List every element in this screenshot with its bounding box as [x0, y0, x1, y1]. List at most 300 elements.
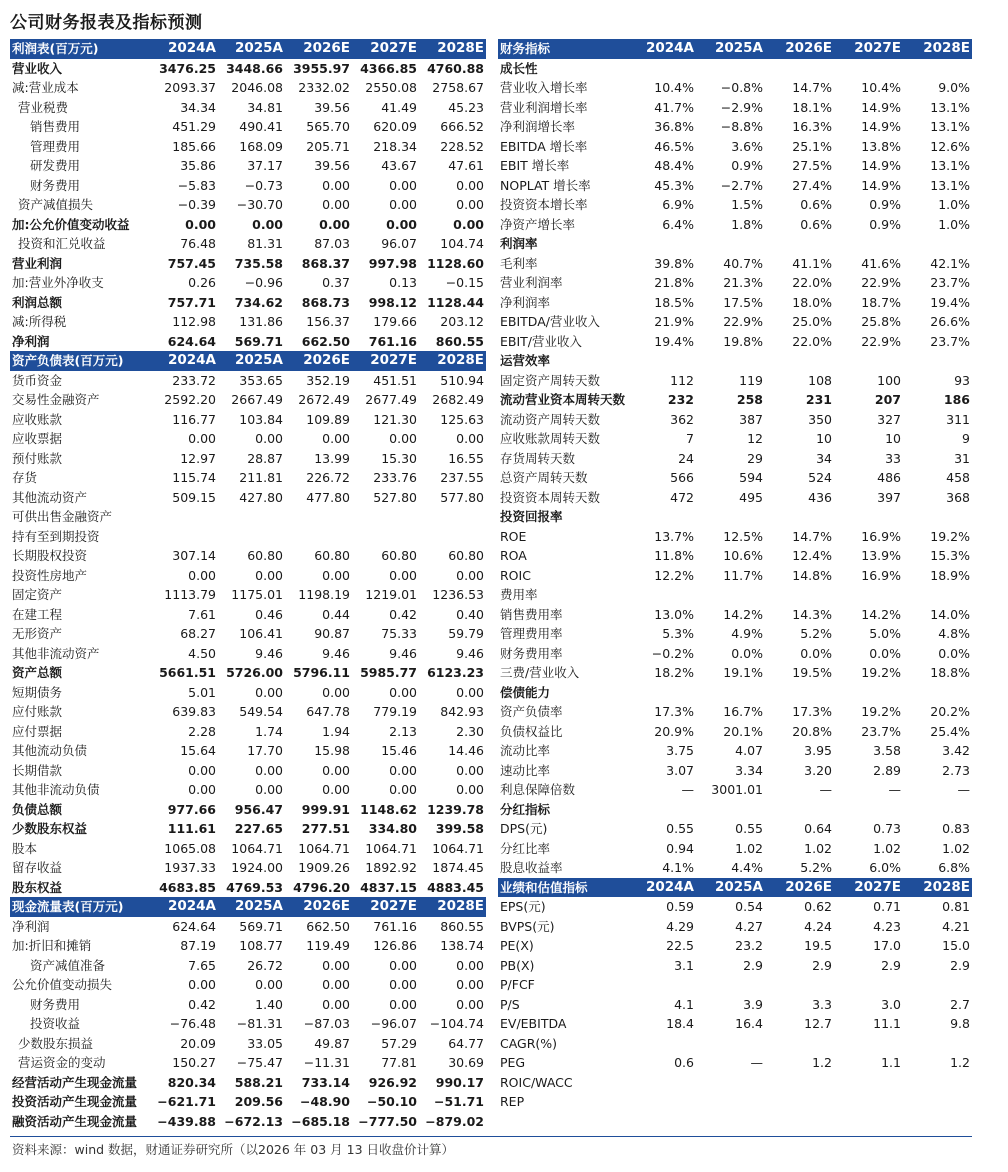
table-row: [10, 156, 486, 176]
value-cell: 14.46: [448, 743, 484, 758]
value-cell: 81.31: [247, 236, 283, 251]
value-cell: 15.3%: [930, 548, 970, 563]
value-cell: 4.27: [735, 918, 763, 934]
value-cell: 12.7: [804, 1016, 832, 1031]
value-cell: 9.8: [950, 1016, 970, 1031]
value-cell: 0.00: [389, 197, 417, 212]
row-label: 货币资金: [12, 372, 63, 388]
value-cell: 9.46: [255, 645, 283, 661]
value-cell: 7: [686, 431, 694, 446]
row-label: 净利润增长率: [500, 119, 576, 134]
value-cell: 46.5%: [654, 138, 694, 154]
value-cell: 624.64: [172, 918, 216, 934]
value-cell: 594: [739, 470, 763, 485]
value-cell: [765, 59, 834, 79]
value-cell: 2.9: [950, 957, 970, 973]
right-table: [498, 39, 972, 1112]
value-cell: 2026E: [285, 351, 352, 371]
row-label: 财务指标: [498, 39, 640, 59]
value-cell: 17.3%: [654, 704, 694, 719]
value-cell: 0.26: [188, 275, 216, 290]
value-cell: 150.27: [172, 1055, 216, 1070]
value-cell: 7.61: [188, 606, 216, 622]
value-cell: [903, 1073, 972, 1093]
row-label: 固定资产周转天数: [500, 372, 601, 388]
value-cell: 15.0: [942, 938, 970, 953]
value-cell: 4366.85: [360, 60, 417, 76]
table-row: [10, 1034, 486, 1054]
row-label: 总资产周转天数: [500, 470, 588, 485]
value-cell: 14.8%: [792, 567, 832, 583]
value-cell: 60.80: [247, 548, 283, 563]
value-cell: 119: [739, 372, 763, 388]
value-cell: 233.72: [172, 372, 216, 388]
value-cell: 4.9%: [731, 626, 763, 641]
value-cell: 87.19: [180, 938, 216, 953]
table-row: [10, 819, 486, 839]
value-cell: [696, 1073, 765, 1093]
row-label: 利息保障倍数: [500, 782, 576, 797]
value-cell: 0.0%: [731, 645, 763, 661]
value-cell: [834, 59, 903, 79]
value-cell: 0.00: [456, 762, 484, 778]
value-cell: 48.4%: [654, 158, 694, 173]
value-cell: 14.2%: [723, 606, 763, 622]
value-cell: 39.56: [314, 158, 350, 173]
value-cell: 0.42: [188, 996, 216, 1012]
value-cell: 19.2%: [861, 704, 901, 719]
value-cell: 5.3%: [662, 626, 694, 641]
table-row: [10, 683, 486, 703]
value-cell: 29: [747, 450, 763, 466]
table-row: [498, 995, 972, 1015]
value-cell: [640, 234, 696, 254]
value-cell: 3.42: [942, 743, 970, 758]
row-label: 分红比率: [500, 840, 551, 856]
value-cell: 12.5%: [723, 528, 763, 544]
value-cell: 0.00: [255, 782, 283, 797]
value-cell: 1064.71: [298, 840, 350, 856]
value-cell: 0.13: [389, 275, 417, 290]
value-cell: 60.80: [448, 548, 484, 563]
table-row: [10, 585, 486, 605]
value-cell: 2026E: [765, 39, 834, 59]
table-row: [498, 1014, 972, 1034]
row-label: PEG: [500, 1055, 526, 1070]
value-cell: 2026E: [285, 39, 352, 59]
value-cell: 3476.25: [159, 60, 216, 76]
value-cell: 820.34: [167, 1074, 216, 1090]
table-row: [10, 839, 486, 859]
value-cell: 0.00: [188, 782, 216, 797]
value-cell: [903, 800, 972, 820]
value-cell: 4769.53: [226, 879, 283, 895]
value-cell: 0.00: [322, 684, 350, 700]
row-label: 营业收入增长率: [500, 80, 588, 95]
value-cell: 1064.71: [432, 840, 484, 856]
value-cell: 36.8%: [654, 119, 694, 134]
row-label: PB(X): [500, 957, 535, 973]
value-cell: 0.00: [456, 996, 484, 1012]
value-cell: [218, 527, 285, 547]
value-cell: 307.14: [172, 548, 216, 563]
table-row: [10, 644, 486, 664]
value-cell: 100: [877, 372, 901, 388]
table-row: [498, 897, 972, 917]
value-cell: [903, 351, 972, 371]
value-cell: 1239.78: [427, 801, 484, 817]
value-cell: −50.10: [366, 1094, 417, 1109]
value-cell: 527.80: [373, 489, 417, 505]
value-cell: 5.0%: [869, 626, 901, 641]
value-cell: 0.00: [188, 567, 216, 583]
value-cell: 757.71: [167, 294, 216, 310]
value-cell: [696, 1034, 765, 1054]
row-label: 流动比率: [500, 743, 551, 758]
row-label: 管理费用: [30, 138, 81, 154]
value-cell: 1175.01: [231, 587, 283, 602]
value-cell: [696, 507, 765, 527]
value-cell: 11.1: [873, 1016, 901, 1031]
value-cell: [834, 1073, 903, 1093]
row-label: 资产总额: [12, 665, 63, 680]
value-cell: 18.0%: [792, 294, 832, 310]
value-cell: 19.8%: [723, 333, 763, 349]
value-cell: 9.0%: [938, 80, 970, 95]
row-label: 少数股东权益: [12, 821, 88, 836]
row-label: 持有至到期投资: [12, 528, 100, 544]
value-cell: 59.79: [448, 626, 484, 641]
value-cell: 16.55: [448, 450, 484, 466]
value-cell: 96.07: [381, 236, 417, 251]
value-cell: [765, 1034, 834, 1054]
value-cell: 0.00: [188, 431, 216, 446]
value-cell: 3.75: [666, 743, 694, 758]
value-cell: [903, 1092, 972, 1112]
value-cell: 4837.15: [360, 879, 417, 895]
value-cell: 0.00: [255, 684, 283, 700]
value-cell: 13.1%: [930, 99, 970, 115]
value-cell: 186: [943, 392, 970, 407]
value-cell: 19.5: [804, 938, 832, 953]
value-cell: 565.70: [306, 119, 350, 134]
row-label: 其他流动资产: [12, 489, 88, 505]
value-cell: 26.72: [247, 957, 283, 973]
value-cell: 209.56: [234, 1094, 283, 1109]
value-cell: 495: [739, 489, 763, 505]
table-row: [498, 234, 972, 254]
value-cell: 60.80: [314, 548, 350, 563]
value-cell: 0.9%: [869, 216, 901, 232]
value-cell: 0.0%: [800, 645, 832, 661]
value-cell: 0.00: [456, 684, 484, 700]
value-cell: 2.9: [812, 957, 832, 973]
value-cell: 0.55: [735, 821, 763, 836]
value-cell: 0.00: [389, 762, 417, 778]
value-cell: 25.1%: [792, 138, 832, 154]
value-cell: 14.7%: [792, 80, 832, 95]
value-cell: 0.00: [322, 996, 350, 1012]
value-cell: 121.30: [373, 411, 417, 427]
value-cell: 23.7%: [930, 333, 970, 349]
table-row: [498, 975, 972, 995]
row-label: 营业利润: [12, 255, 63, 271]
section-header-row: [10, 897, 486, 917]
value-cell: 3.58: [873, 743, 901, 758]
value-cell: 228.52: [440, 138, 484, 154]
value-cell: [903, 1034, 972, 1054]
value-cell: 3001.01: [711, 782, 763, 797]
row-label: ROIC/WACC: [500, 1074, 573, 1090]
value-cell: 39.56: [314, 99, 350, 115]
value-cell: 4.4%: [731, 860, 763, 875]
value-cell: 0.40: [456, 606, 484, 622]
table-row: [10, 975, 486, 995]
value-cell: −76.48: [169, 1016, 216, 1031]
table-row: [498, 1073, 972, 1093]
value-cell: [696, 585, 765, 605]
value-cell: 577.80: [440, 489, 484, 505]
value-cell: 14.9%: [861, 119, 901, 134]
value-cell: 509.15: [172, 489, 216, 505]
row-label: 负债总额: [12, 801, 63, 817]
value-cell: 47.61: [448, 158, 484, 173]
value-cell: 39.8%: [654, 255, 694, 271]
table-row: [10, 98, 486, 118]
value-cell: [834, 800, 903, 820]
row-label: 投资资本增长率: [500, 197, 588, 212]
value-cell: 4.07: [735, 743, 763, 758]
row-label: 资产负债率: [500, 704, 563, 719]
section-header-row: [10, 351, 486, 371]
row-label: DPS(元): [500, 821, 548, 836]
row-label: 加:营业外净收支: [12, 275, 104, 290]
table-row: [10, 195, 486, 215]
value-cell: 5.01: [188, 684, 216, 700]
value-cell: 19.4%: [930, 294, 970, 310]
table-row: [10, 410, 486, 430]
value-cell: 226.72: [306, 470, 350, 485]
value-cell: 6.4%: [662, 216, 694, 232]
value-cell: 12.2%: [654, 567, 694, 583]
row-label: 财务费用: [30, 177, 81, 193]
table-row: [10, 1014, 486, 1034]
value-cell: −0.15: [445, 275, 484, 290]
row-label: 营运资金的变动: [18, 1055, 106, 1070]
value-cell: 126.86: [373, 938, 417, 953]
value-cell: 16.7%: [723, 704, 763, 719]
value-cell: 0.00: [322, 431, 350, 446]
value-cell: 5661.51: [159, 665, 216, 680]
row-label: 股本: [12, 840, 38, 856]
table-row: [10, 429, 486, 449]
value-cell: 87.03: [314, 236, 350, 251]
row-label: 资产减值损失: [18, 197, 94, 212]
value-cell: 2.73: [942, 762, 970, 778]
value-cell: 1.02: [873, 840, 901, 856]
table-row: [498, 117, 972, 137]
value-cell: 387: [739, 411, 763, 427]
value-cell: 106.41: [239, 626, 283, 641]
table-row: [10, 1053, 486, 1073]
value-cell: [903, 507, 972, 527]
value-cell: −0.2%: [651, 645, 694, 661]
value-cell: 451.29: [172, 119, 216, 134]
value-cell: 24: [678, 450, 694, 466]
value-cell: 21.3%: [723, 275, 763, 290]
value-cell: 22.5: [666, 938, 694, 953]
section-header-row: [498, 39, 972, 59]
value-cell: 4.24: [804, 918, 832, 934]
value-cell: −0.96: [244, 275, 283, 290]
table-row: [498, 761, 972, 781]
row-label: 流动资产周转天数: [500, 411, 601, 427]
value-cell: 1892.92: [365, 860, 417, 875]
value-cell: 3.95: [804, 743, 832, 758]
value-cell: −672.13: [224, 1113, 283, 1129]
value-cell: [834, 975, 903, 995]
row-label: 应收账款周转天数: [500, 431, 601, 446]
value-cell: −75.47: [236, 1055, 283, 1070]
value-cell: 0.00: [255, 977, 283, 992]
value-cell: 2024A: [148, 39, 218, 59]
value-cell: 10.4%: [654, 80, 694, 95]
table-row: [10, 273, 486, 293]
row-label: REP: [500, 1094, 525, 1109]
row-label: 加:公允价值变动收益: [12, 216, 130, 232]
value-cell: 639.83: [172, 704, 216, 719]
value-cell: −879.02: [425, 1113, 484, 1129]
value-cell: 0.00: [322, 197, 350, 212]
table-row: [498, 488, 972, 508]
table-row: [10, 312, 486, 332]
value-cell: 49.87: [314, 1035, 350, 1051]
table-row: [498, 371, 972, 391]
row-label: 其他非流动负债: [12, 782, 100, 797]
value-cell: 7.65: [188, 957, 216, 973]
value-cell: 68.27: [180, 626, 216, 641]
value-cell: 1.02: [942, 840, 970, 856]
value-cell: 156.37: [306, 314, 350, 329]
value-cell: −439.88: [157, 1113, 216, 1129]
value-cell: 1.2: [812, 1055, 832, 1070]
value-cell: 2682.49: [432, 392, 484, 407]
value-cell: [640, 507, 696, 527]
value-cell: 0.00: [453, 216, 484, 232]
table-row: [498, 351, 972, 371]
table-row: [498, 956, 972, 976]
table-row: [498, 176, 972, 196]
value-cell: 1.5%: [731, 197, 763, 212]
value-cell: 2024A: [148, 351, 218, 371]
table-row: [10, 293, 486, 313]
row-label: 应付账款: [12, 704, 63, 719]
value-cell: 2027E: [352, 897, 419, 917]
value-cell: 41.6%: [861, 255, 901, 271]
row-label: CAGR(%): [500, 1035, 558, 1051]
value-cell: 0.00: [188, 977, 216, 992]
value-cell: 0.00: [252, 216, 283, 232]
row-label: EV/EBITDA: [500, 1016, 567, 1031]
table-row: [10, 1092, 486, 1112]
value-cell: 3.6%: [731, 138, 763, 154]
value-cell: 2.9: [743, 957, 763, 973]
value-cell: [903, 59, 972, 79]
value-cell: 2.13: [389, 723, 417, 739]
value-cell: [148, 527, 218, 547]
value-cell: 22.9%: [861, 333, 901, 349]
value-cell: 0.00: [255, 762, 283, 778]
row-label: 固定资产: [12, 587, 63, 602]
value-cell: 109.89: [306, 411, 350, 427]
table-row: [498, 390, 972, 410]
value-cell: 2677.49: [365, 392, 417, 407]
value-cell: 2024A: [640, 878, 696, 898]
row-label: 负债权益比: [500, 723, 563, 739]
value-cell: [696, 683, 765, 703]
value-cell: 1.0%: [938, 216, 970, 232]
row-label: 资产减值准备: [30, 957, 106, 973]
value-cell: 0.9%: [731, 158, 763, 173]
table-row: [10, 507, 486, 527]
value-cell: 17.70: [247, 743, 283, 758]
value-cell: [765, 1092, 834, 1112]
value-cell: 2026E: [285, 897, 352, 917]
row-label: 财务费用率: [500, 645, 563, 661]
value-cell: −87.03: [303, 1016, 350, 1031]
table-row: [498, 507, 972, 527]
value-cell: [765, 351, 834, 371]
value-cell: [696, 975, 765, 995]
value-cell: 1.8%: [731, 216, 763, 232]
value-cell: −96.07: [370, 1016, 417, 1031]
value-cell: 1.94: [322, 723, 350, 739]
value-cell: 0.44: [322, 606, 350, 622]
value-cell: 28.87: [247, 450, 283, 466]
table-row: [498, 1053, 972, 1073]
table-row: [498, 546, 972, 566]
row-label: 资产负债表(百万元): [10, 351, 148, 371]
value-cell: 3448.66: [226, 60, 283, 76]
table-row: [498, 1034, 972, 1054]
value-cell: 10.4%: [861, 80, 901, 95]
value-cell: 3.3: [812, 996, 832, 1012]
value-cell: 18.7%: [861, 294, 901, 310]
value-cell: 41.7%: [654, 99, 694, 115]
table-row: [498, 858, 972, 878]
value-cell: 1.0%: [938, 197, 970, 212]
value-cell: 9: [962, 431, 970, 446]
value-cell: 311: [946, 411, 970, 427]
value-cell: [834, 351, 903, 371]
value-cell: 4.8%: [938, 626, 970, 641]
row-label: ROA: [500, 548, 527, 563]
value-cell: 436: [808, 489, 832, 505]
value-cell: 33: [885, 450, 901, 466]
table-row: [10, 702, 486, 722]
value-cell: 3.1: [674, 957, 694, 973]
value-cell: 15.46: [381, 743, 417, 758]
row-label: 三费/营业收入: [500, 665, 580, 680]
value-cell: 111.61: [167, 821, 216, 836]
table-row: [498, 605, 972, 625]
row-label: 经营活动产生现金流量: [12, 1074, 138, 1090]
value-cell: 0.00: [319, 216, 350, 232]
value-cell: [834, 683, 903, 703]
table-row: [498, 293, 972, 313]
value-cell: 14.7%: [792, 528, 832, 544]
value-cell: [765, 234, 834, 254]
